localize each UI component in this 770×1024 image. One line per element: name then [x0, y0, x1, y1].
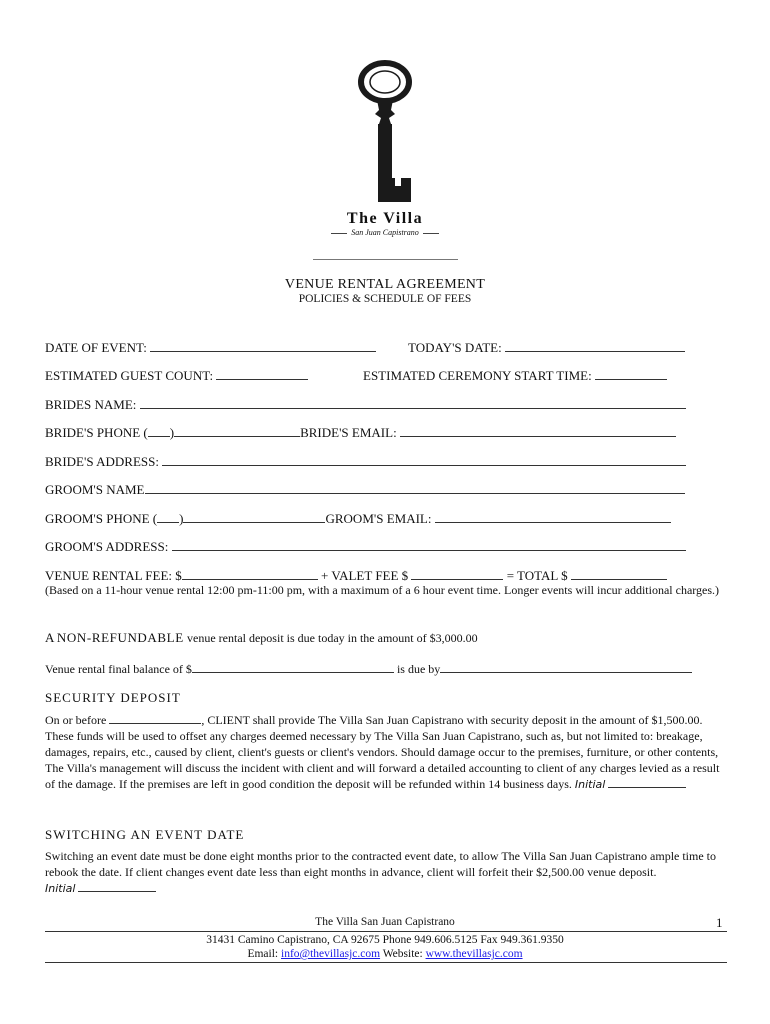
- footer-contact: [0, 948, 770, 960]
- document-title: VENUE RENTAL AGREEMENT: [284, 277, 486, 292]
- document-subtitle: POLICIES & SCHEDULE OF FEES: [298, 293, 472, 305]
- grooms-phone-paren: ): [179, 511, 184, 526]
- ceremony-start-field[interactable]: [595, 367, 667, 380]
- guest-count-field[interactable]: [216, 367, 308, 380]
- balance-amount-field[interactable]: [192, 660, 394, 673]
- guest-count-row: [45, 367, 308, 384]
- grooms-address-field[interactable]: [172, 538, 686, 551]
- footer-name: The Villa San Juan Capistrano: [315, 916, 455, 928]
- security-on-or-before: On or before: [45, 713, 107, 727]
- ceremony-start-label: ESTIMATED CEREMONY START TIME:: [363, 368, 592, 383]
- logo-title: The Villa: [346, 210, 424, 227]
- balance-due-label: is due by: [396, 662, 441, 676]
- footer-divider: [45, 931, 727, 932]
- grooms-phone-area-field[interactable]: [157, 510, 179, 523]
- brides-email-label: BRIDE'S EMAIL:: [300, 425, 397, 440]
- grooms-name-field[interactable]: [145, 481, 685, 494]
- total-label: = TOTAL $: [506, 568, 568, 583]
- switching-initial-field[interactable]: [78, 881, 156, 892]
- footer-website-label: Website:: [382, 948, 423, 960]
- valet-fee-field[interactable]: [411, 567, 503, 580]
- balance-label: Venue rental final balance of $: [45, 662, 192, 676]
- grooms-name-row: [45, 481, 685, 498]
- balance-row: [45, 660, 692, 677]
- grooms-address-row: [45, 538, 686, 555]
- footer-website-link[interactable]: www.thevillasjc.com: [425, 948, 523, 960]
- grooms-phone-label: GROOM'S PHONE (: [45, 511, 158, 526]
- brides-name-label: BRIDES NAME:: [45, 397, 137, 412]
- balance-due-field[interactable]: [440, 660, 692, 673]
- deposit-row: [45, 630, 478, 646]
- grooms-email-label: GROOM'S EMAIL:: [325, 511, 432, 526]
- footer-address: 31431 Camino Capistrano, CA 92675 Phone 949.606.5125 Fax 949.361.9350: [206, 934, 564, 946]
- brides-phone-label: BRIDE'S PHONE (: [45, 425, 148, 440]
- deposit-strong: NON-REFUNDABLE: [56, 630, 184, 645]
- brides-phone-field[interactable]: [174, 424, 300, 437]
- todays-date-field[interactable]: [505, 339, 685, 352]
- venue-fee-field[interactable]: [182, 567, 318, 580]
- venue-fee-label: VENUE RENTAL FEE: $: [45, 568, 182, 583]
- divider: [313, 259, 458, 260]
- page-number: 1: [716, 915, 723, 930]
- security-heading: SECURITY DEPOSIT: [45, 690, 181, 705]
- footer-email-label: Email:: [247, 948, 279, 960]
- grooms-phone-row: [45, 510, 671, 527]
- fee-note: (Based on a 11-hour venue rental 12:00 pm-11:00 pm, with a maximum of a 6 hour event time. Longer events will incur additional charges.): [45, 583, 720, 597]
- footer-divider-bottom: [45, 962, 727, 963]
- grooms-phone-field[interactable]: [183, 510, 325, 523]
- ceremony-start-row: [363, 367, 667, 384]
- deposit-text: venue rental deposit is due today in the amount of $3,000.00: [187, 631, 478, 645]
- brides-phone-row: [45, 424, 676, 441]
- switching-body: Switching an event date must be done eight months prior to the contracted event date, to allow The Villa San Juan Capistrano ample time to rebook the date. If client changes event date less than eight months in advance, client will forfeit their $2,500.00 venue deposit.: [45, 849, 717, 879]
- date-of-event-row: [45, 339, 376, 356]
- valet-fee-label: + VALET FEE $: [321, 568, 409, 583]
- todays-date-row: [408, 339, 685, 356]
- brides-address-label: BRIDE'S ADDRESS:: [45, 454, 159, 469]
- security-initial-label: Initial: [574, 778, 606, 791]
- security-initial-field[interactable]: [608, 777, 686, 788]
- security-body: $1,500.00. These funds will be used to offset any charges deemed necessary by The Villa San Juan Capistrano, such as, but not limited to: breakage, damages, repairs, etc., caused by client, client's guests or client's vendors. Should damage occur to the premises, furniture, or other contents, The Villa's management will discuss the incident with client and will forward a detailed accounting to client of any charges levied as a result of the damage. If the premises are left in good condition the deposit will be refunded within 14 business days.: [45, 713, 720, 791]
- brides-phone-paren: ): [169, 425, 175, 440]
- grooms-email-field[interactable]: [435, 510, 671, 523]
- date-of-event-label: DATE OF EVENT:: [45, 340, 147, 355]
- brides-name-row: [45, 396, 686, 413]
- switching-initial-label: Initial: [45, 882, 76, 895]
- brides-phone-area-field[interactable]: [148, 424, 170, 437]
- security-date-field[interactable]: [109, 713, 201, 724]
- grooms-name-label: GROOM'S NAME: [45, 482, 145, 497]
- brides-address-row: [45, 453, 686, 470]
- brides-address-field[interactable]: [162, 453, 686, 466]
- footer-email-link[interactable]: info@thevillasjc.com: [281, 948, 381, 960]
- todays-date-label: TODAY'S DATE:: [408, 340, 502, 355]
- deposit-prefix: A: [45, 630, 54, 645]
- brides-email-field[interactable]: [400, 424, 676, 437]
- security-body-start: , CLIENT shall provide The Villa San Juan Capistrano with security deposit in the amount of: [201, 713, 649, 727]
- brides-name-field[interactable]: [140, 396, 686, 409]
- date-of-event-field[interactable]: [150, 339, 376, 352]
- grooms-address-label: GROOM'S ADDRESS:: [45, 539, 169, 554]
- guest-count-label: ESTIMATED GUEST COUNT:: [45, 368, 214, 383]
- logo-subtitle: San Juan Capistrano: [300, 228, 470, 237]
- switching-paragraph: [45, 848, 725, 897]
- security-paragraph: [45, 712, 725, 793]
- switching-heading: SWITCHING AN EVENT DATE: [45, 827, 245, 842]
- total-field[interactable]: [571, 567, 667, 580]
